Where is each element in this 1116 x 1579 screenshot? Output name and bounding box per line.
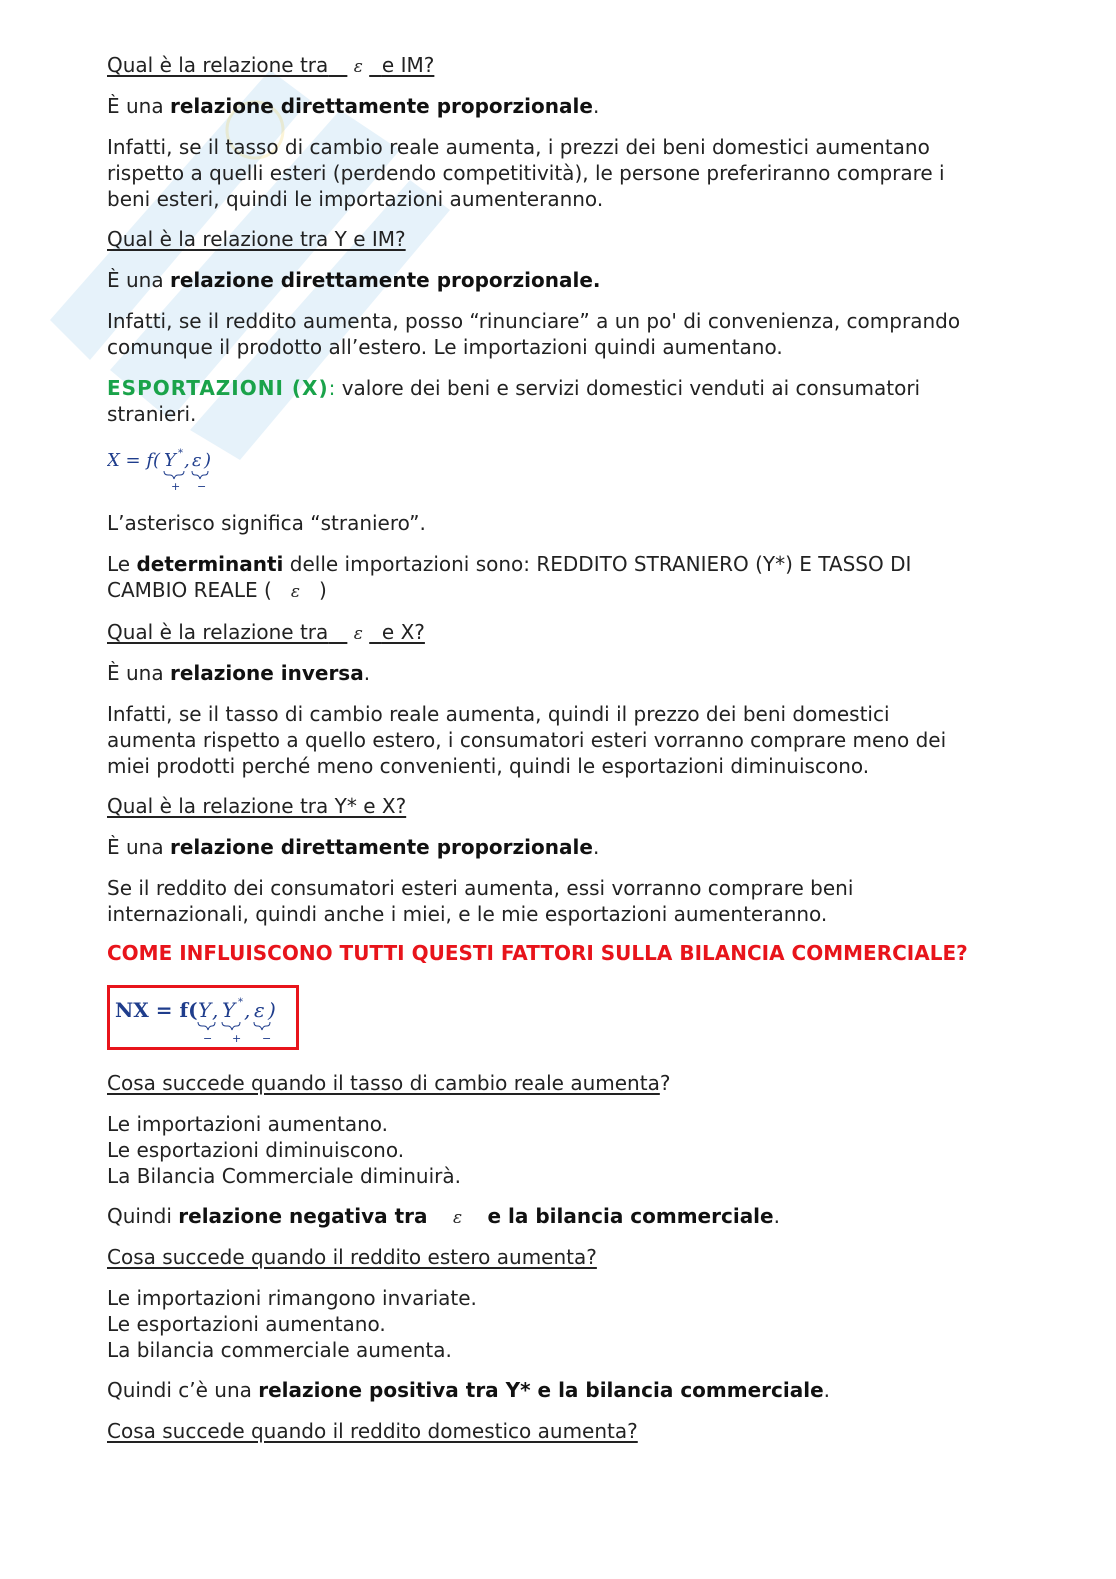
svg-text:): )	[204, 450, 212, 471]
svg-text:ε: ε	[192, 450, 202, 471]
question-y-im: Qual è la relazione tra Y e IM?	[107, 227, 406, 251]
svg-text:−: −	[262, 1032, 272, 1045]
determinants-paragraph: Le determinanti delle importazioni sono: REDDITO STRANIERO (Y*) E TASSO DI CAMBIO REALE ( ε )	[107, 552, 912, 602]
paragraph-2: Infatti, se il reddito aumenta, posso “rinunciare” a un po' di convenienza, comprando comunque il prodotto all’estero. Le importazioni quindi aumentano.	[107, 309, 961, 359]
paragraph-1: Infatti, se il tasso di cambio reale aumenta, i prezzi dei beni domestici aumentano rispetto a quelli esteri (perdendo competitività), le persone preferiranno comprare i beni esteri, quindi le importazioni aumenteranno.	[107, 135, 945, 211]
svg-text:Y: Y	[222, 998, 236, 1022]
svg-text:−: −	[203, 1032, 213, 1045]
question-ystar-x: Qual è la relazione tra Y* e X?	[107, 794, 407, 818]
svg-text:ε: ε	[254, 998, 265, 1022]
epsilon-symbol: ε	[353, 57, 363, 77]
list-item: Le importazioni aumentano.	[107, 1112, 389, 1136]
answer-2: È una relazione direttamente proporzionale.	[107, 268, 601, 292]
answer-1: È una relazione direttamente proporzionale.	[107, 94, 600, 118]
list-item: La bilancia commerciale aumenta.	[107, 1338, 452, 1362]
svg-text:+: +	[171, 480, 181, 492]
svg-text:Y: Y	[164, 450, 176, 471]
question-eps-x: Qual è la relazione tra ε e X?	[107, 619, 1007, 647]
list-tasso-effects	[107, 1111, 1007, 1189]
paragraph-3: Infatti, se il tasso di cambio reale aumenta, quindi il prezzo dei beni domestici aumenta rispetto a quello estero, i consumatori esteri vorranno comprare meno dei miei prodotti perché meno convenienti, quindi le esportazioni diminuiscono.	[107, 702, 947, 778]
svg-text:X = f(: X = f(	[107, 450, 161, 471]
asterisk-note: L’asterisco significa “straniero”.	[107, 511, 426, 535]
question-tasso: Cosa succede quando il tasso di cambio reale aumenta?	[107, 1071, 671, 1095]
list-item: Le esportazioni diminuiscono.	[107, 1138, 405, 1162]
paragraph-4: Se il reddito dei consumatori esteri aumenta, essi vorranno comprare beni internazionali, quindi anche i miei, e le mie esportazioni aumenteranno.	[107, 876, 854, 926]
svg-text:,: ,	[212, 998, 219, 1022]
formula-x	[107, 444, 237, 492]
svg-text:−: −	[197, 480, 207, 492]
question-domestico: Cosa succede quando il reddito domestico aumenta?	[107, 1419, 638, 1443]
epsilon-symbol: ε	[353, 624, 363, 644]
list-item: Le importazioni rimangono invariate.	[107, 1286, 477, 1310]
formula-nx	[107, 985, 301, 1051]
svg-text:): )	[268, 998, 276, 1022]
svg-text:*: *	[178, 448, 183, 459]
answer-3: È una relazione inversa.	[107, 661, 371, 685]
list-estero-effects	[107, 1285, 1007, 1363]
answer-4: È una relazione direttamente proporzionale.	[107, 835, 600, 859]
question-estero: Cosa succede quando il reddito estero aumenta?	[107, 1245, 597, 1269]
conclusion-2: Quindi c’è una relazione positiva tra Y* e la bilancia commerciale.	[107, 1378, 831, 1402]
conclusion-1: Quindi relazione negativa tra ε e la bilancia commerciale.	[107, 1204, 780, 1228]
svg-text:*: *	[238, 997, 243, 1008]
question-eps-im: Qual è la relazione tra ε e IM?	[107, 52, 1007, 80]
list-item: La Bilancia Commerciale diminuirà.	[107, 1164, 462, 1188]
svg-text:Y: Y	[198, 998, 212, 1022]
svg-text:NX = f(: NX = f(	[115, 998, 198, 1022]
svg-text:+: +	[232, 1032, 242, 1045]
red-heading: COME INFLUISCONO TUTTI QUESTI FATTORI SULLA BILANCIA COMMERCIALE?	[107, 941, 968, 965]
svg-text:,: ,	[244, 998, 251, 1022]
esportazioni-definition: ESPORTAZIONI (X): valore dei beni e servizi domestici venduti ai consumatori stranieri.	[107, 376, 921, 426]
svg-text:,: ,	[184, 450, 190, 471]
esportazioni-label: ESPORTAZIONI (X)	[107, 376, 329, 400]
list-item: Le esportazioni aumentano.	[107, 1312, 386, 1336]
